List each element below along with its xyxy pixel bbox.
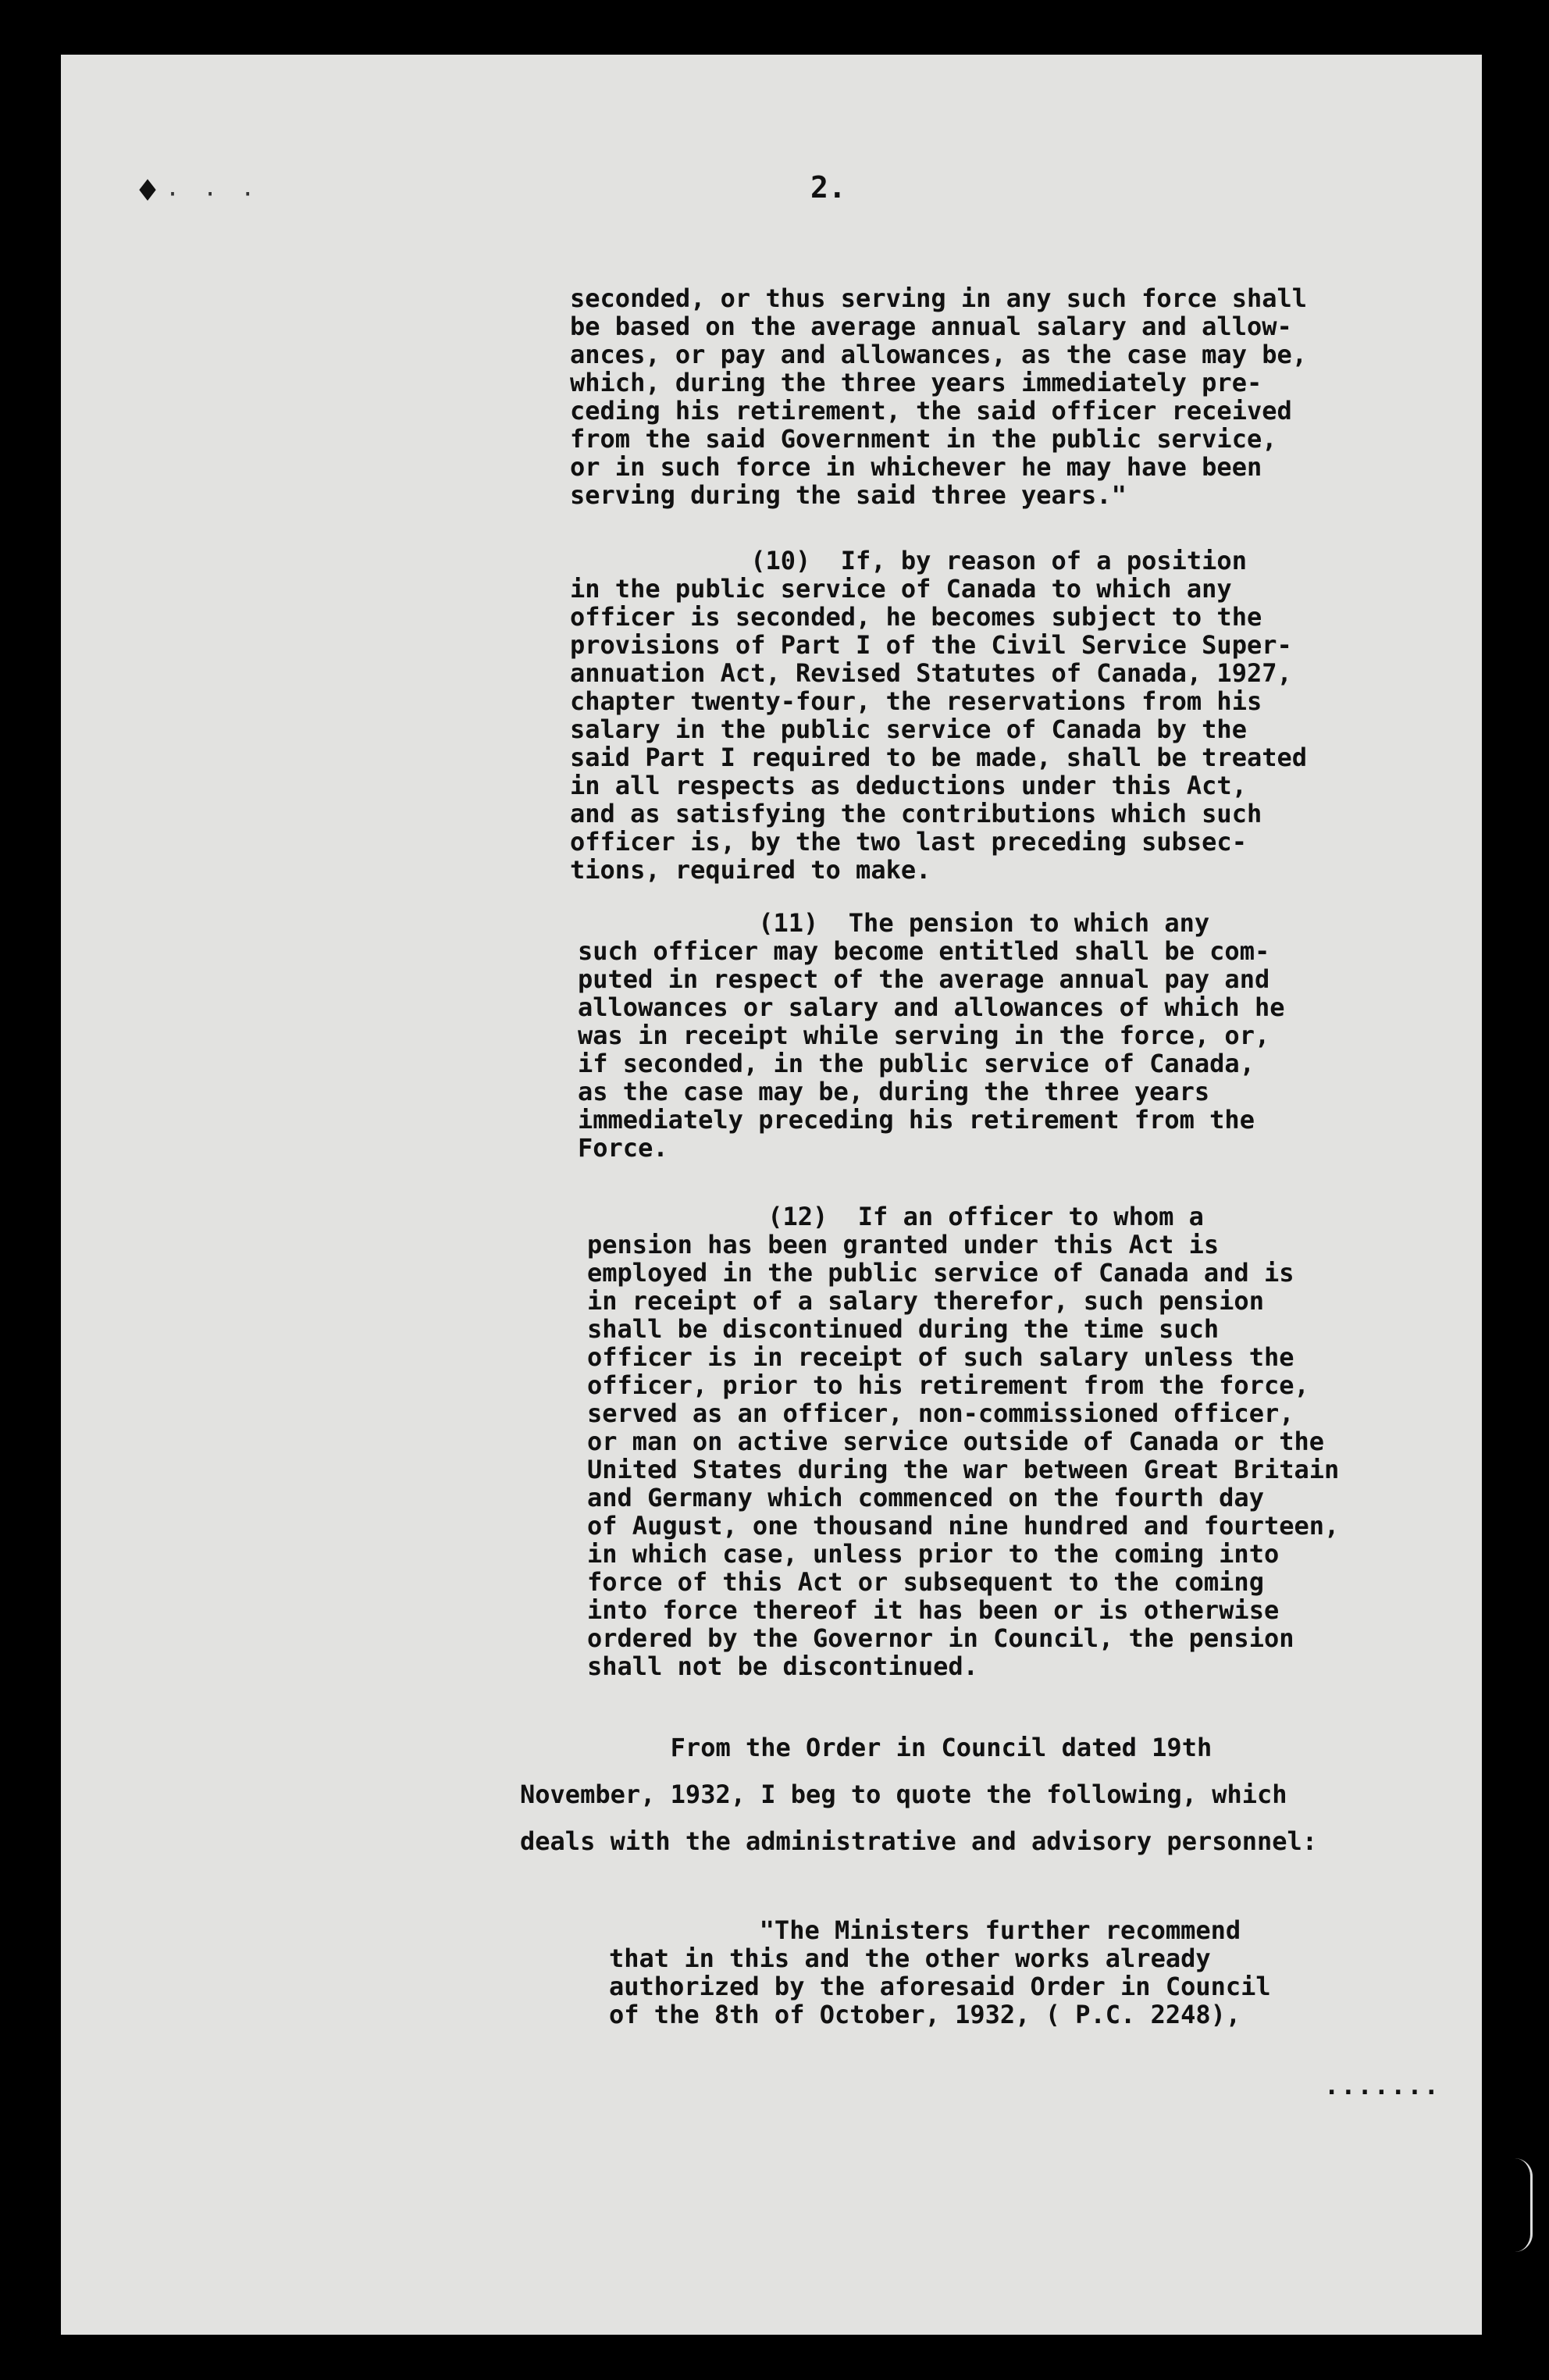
paragraph-text: seconded, or thus serving in any such force shall be based on the average annual salary and allow- ances, or pay and allowances, as the case may be, which, during the three years immediately pre- ceding his retirement, the said officer received from the said Government in the public service, or in such force in whichever he may have been serving during the said three years." [570,283,1308,510]
page-number: 2. [810,170,846,205]
page-edge-curl [1515,2158,1533,2252]
corner-dots: · · · [166,181,260,208]
paragraph-subsection-10 [570,547,1307,884]
paragraph-subsection-12 [587,1202,1339,1680]
paragraph-subsection-11 [578,909,1284,1162]
paragraph-text: From the Order in Council dated 19th November, 1932, I beg to quote the following, which deals with the administrative and advisory personnel: [520,1733,1318,1856]
paragraph-text: "The Ministers further recommend that in this and the other works already authorized by the aforesaid Order in Council of the 8th of October, 1932, ( P.C. 2248), [609,1915,1271,2029]
paragraph-text: (11) The pension to which any such officer may become entitled shall be com- puted in respect of the average annual pay and allowances or salary and allowances of which he was in receipt while serving in the force, or, if seconded, in the public service of Canada, as the case may be, during the three years immediately preceding his retirement from the Force. [578,908,1285,1163]
paragraph-text: (12) If an officer to whom a pension has been granted under this Act is employed in the public service of Canada and is in receipt of a salary therefor, such pension shall be discontinued during the time such officer is in receipt of such salary unless the officer, prior to his retirement from the force, served as an officer, non-commissioned officer, or man on active service outside of Canada or the United States during the war between Great Britain and Germany which commenced on the fourth day of August, one thousand nine hundred and fourteen, in which case, unless prior to the coming into force of this Act or subsequent to the coming into force thereof it has been or is otherwise ordered by the Governor in Council, the pension shall not be discontinued. [587,1202,1340,1681]
paragraph-ministers-quote [609,1916,1271,2029]
paragraph-text: (10) If, by reason of a position in the public service of Canada to which any officer is seconded, he becomes subject to the provisions of Part I of the Civil Service Super- annuation Act, Revised Statutes of Canada, 1927, chapter twenty-four, the reservations from his salary in the public service of Canada by the said Part I required to be made, shall be treated in all respects as deductions under this Act, and as satisfying the contributions which such officer is, by the two last preceding subsec- tions, required to make. [570,546,1308,885]
continuation-dots: ....... [1324,2071,1440,2100]
arrow-mark-icon: ♦ [134,173,162,208]
paragraph-quote-end [570,284,1307,509]
paragraph-order-in-council [520,1724,1317,1865]
